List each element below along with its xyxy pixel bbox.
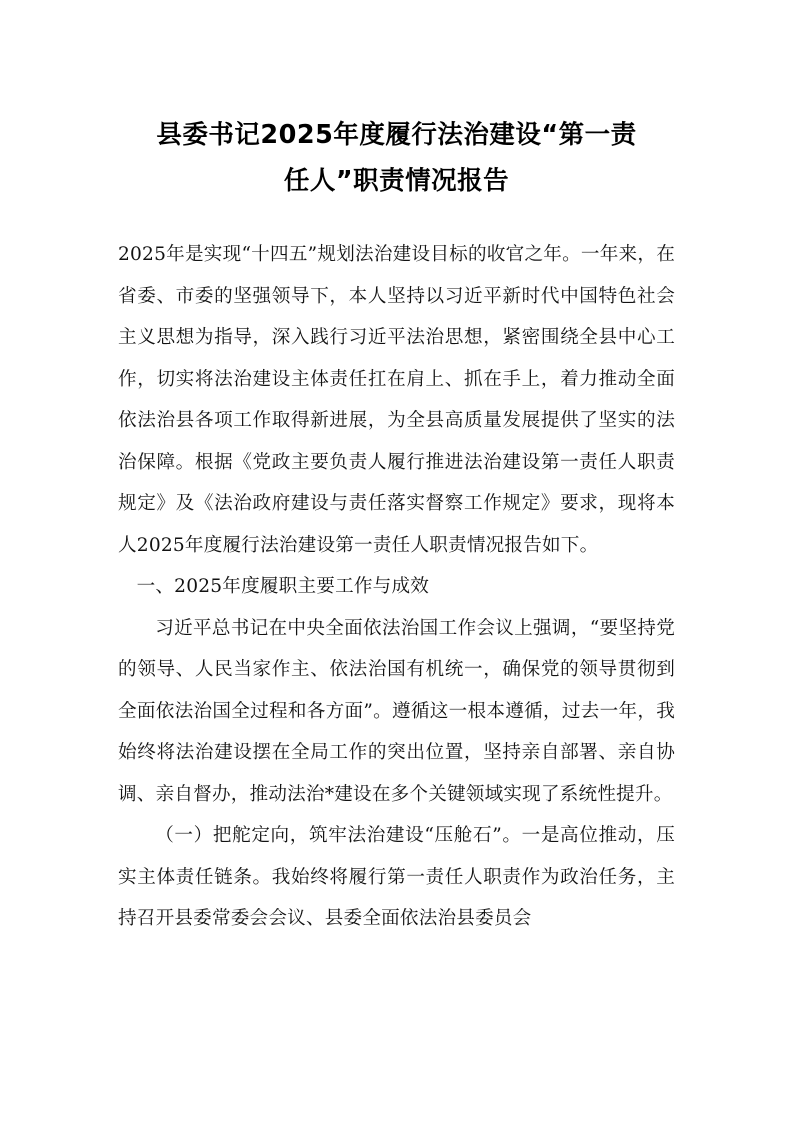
section-heading-one: 一、2025年度履职主要工作与成效: [136, 576, 430, 597]
paragraph-section-one-body: 习近平总书记在中央全面依法治国工作会议上强调，“要坚持党的领导、人民当家作主、依法治国有机统一，确保党的领导贯彻到全面依法治国全过程和各方面”。遵循这一根本遵循，过去一年，我始终将法治建设摆在全局工作的突出位置，坚持亲自部署、亲自协调、亲自督办，推动法治*建设在多个关键领域实现了系统性提升。: [118, 617, 675, 805]
document-body: [118, 234, 675, 940]
page-title: [118, 112, 675, 204]
paragraph-subsection-one: （一）把舵定向，筑牢法治建设“压舱石”。一是高位推动，压实主体责任链条。我始终将履行第一责任人职责作为政治任务，主持召开县委常委会会议、县委全面依法治县委员会: [118, 825, 675, 929]
paragraph-opening: 2025年是实现“十四五”规划法治建设目标的收官之年。一年来，在省委、市委的坚强领导下，本人坚持以习近平新时代中国特色社会主义思想为指导，深入践行习近平法治思想，紧密围绕全县中心工作，切实将法治建设主体责任扛在肩上、抓在手上，着力推动全面依法治县各项工作取得新进展，为全县高质量发展提供了坚实的法治保障。根据《党政主要负责人履行推进法治建设第一责任人职责规定》及《法治政府建设与责任落实督察工作规定》要求，现将本人2025年度履行法治建设第一责任人职责情况报告如下。: [118, 244, 675, 556]
page-title-line-1: 县委书记2025年度履行法治建设“第一责: [156, 120, 637, 150]
page-title-line-2: 任人”职责情况报告: [283, 166, 510, 196]
